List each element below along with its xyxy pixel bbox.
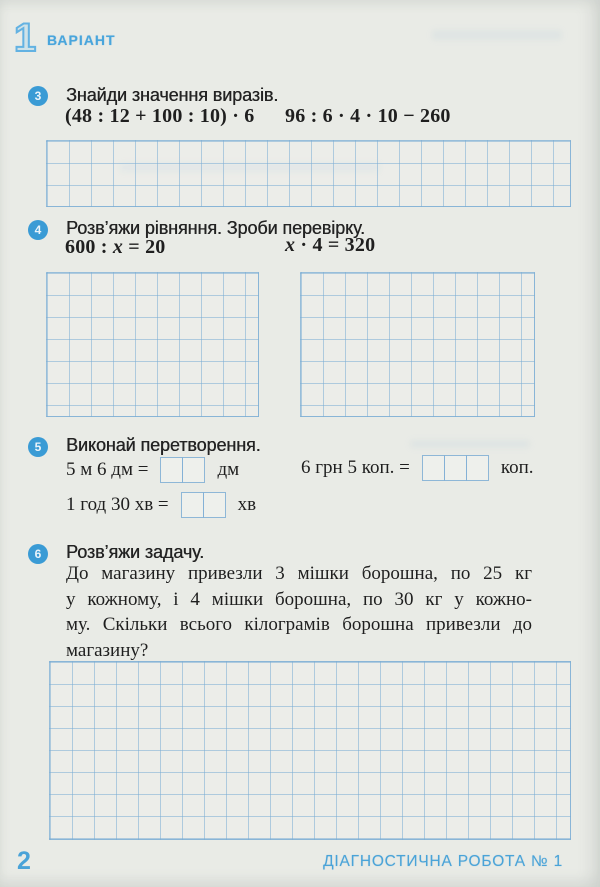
task-5-title: Виконай перетворення. <box>66 435 261 455</box>
task-6-number: 6 <box>34 547 42 561</box>
conversion-khv-unit: хв <box>237 494 257 515</box>
conversion-dm-unit: дм <box>217 459 240 480</box>
task-5-number: 5 <box>34 440 42 454</box>
task-3-title: Знайди значення виразів. <box>66 85 279 105</box>
task-4-number-badge <box>28 220 48 240</box>
task-6-work-grid[interactable] <box>49 661 571 840</box>
task-4-title: Розв’яжи рівняння. Зроби перевірку. <box>66 218 365 238</box>
conversion-khv-lhs: 1 год 30 хв = <box>66 494 169 515</box>
variable-x: x <box>112 236 124 258</box>
problem-line-2: у кожному, і 4 мішки борошна, по 30 кг у кожно- <box>66 588 532 610</box>
conversion-kop-unit: коп. <box>500 457 534 478</box>
task-6-title: Розв’яжи задачу. <box>66 542 205 562</box>
conversion-dm-answer-cells[interactable] <box>160 457 205 483</box>
task-5-number-badge <box>28 437 48 457</box>
footer-title: ДІАГНОСТИЧНА РОБОТА № 1 <box>323 853 563 870</box>
task-4-number: 4 <box>34 223 42 237</box>
conversion-dm-lhs: 5 м 6 дм = <box>66 459 149 480</box>
task-3-work-grid[interactable] <box>46 140 571 207</box>
show-through-smudge <box>410 440 530 448</box>
conversion-row-khv <box>66 492 256 518</box>
task-3-number-badge <box>28 86 48 106</box>
task-4-equation-left: 600 : x = 20 <box>65 236 166 258</box>
task-4-equation-right: x · 4 = 320 <box>285 234 376 256</box>
variant-label: ВАРІАНТ <box>47 32 116 48</box>
variant-number: 1 <box>14 16 37 60</box>
task-3-expression-left: (48 : 12 + 100 : 10) · 6 <box>65 105 255 127</box>
conversion-kop-lhs: 6 грн 5 коп. = <box>301 457 410 478</box>
task-6-problem-text <box>66 561 532 663</box>
conversion-kop-answer-cells[interactable] <box>422 455 489 481</box>
conversion-khv-answer-cells[interactable] <box>181 492 226 518</box>
page-number: 2 <box>17 847 31 875</box>
problem-line-3: му. Скільки всього кілограмів борошна привезли до <box>66 614 532 635</box>
variable-x: x <box>285 234 296 256</box>
task-4-work-grid-left[interactable] <box>46 272 259 417</box>
task-3-number: 3 <box>34 89 42 103</box>
task-4-work-grid-right[interactable] <box>300 272 535 417</box>
task-3-expression-right: 96 : 6 · 4 · 10 − 260 <box>285 105 451 127</box>
problem-line-1: До магазину привезли 3 мішки борошна, по 25 кг <box>66 563 532 584</box>
show-through-smudge <box>432 30 562 40</box>
conversion-row-dm <box>66 457 239 483</box>
task-6-number-badge <box>28 544 48 564</box>
problem-line-4: магазину? <box>66 639 149 661</box>
conversion-row-kop <box>301 455 534 481</box>
